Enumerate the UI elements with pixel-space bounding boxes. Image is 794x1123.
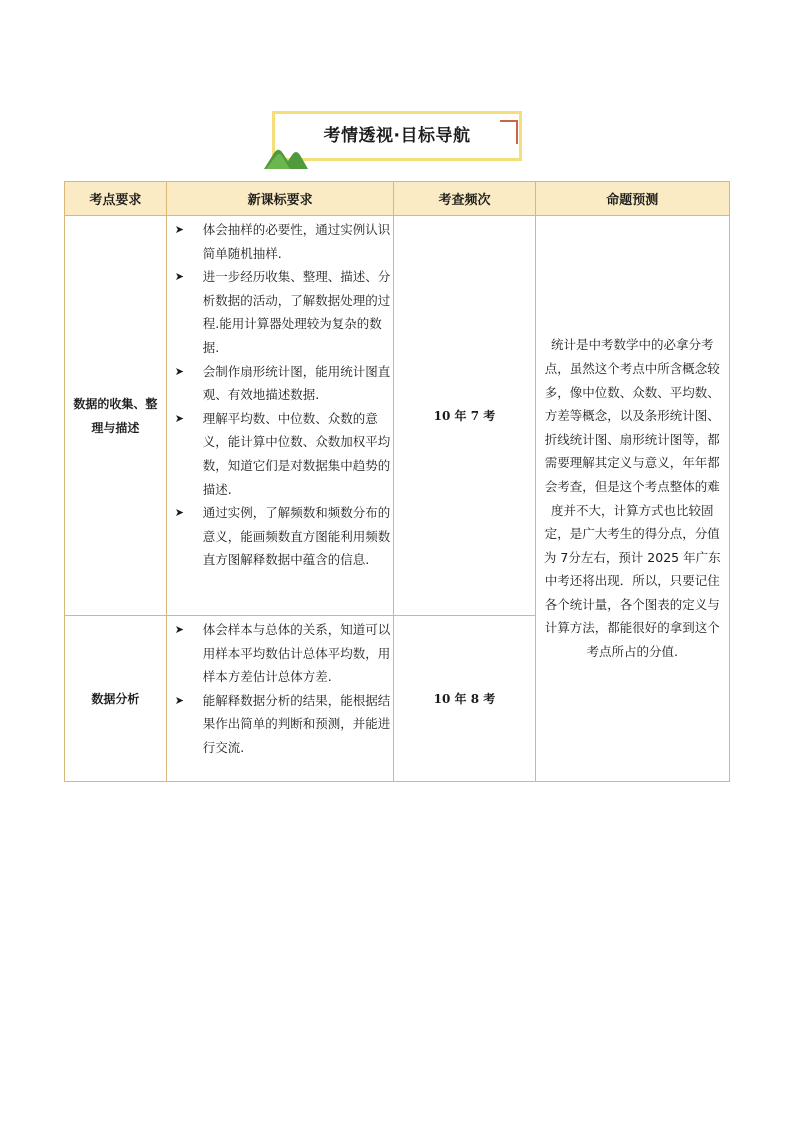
section-banner xyxy=(272,111,522,161)
list-item: ➤ 通过实例，了解频数和频数分布的意义，能画频数直方图能利用频数直方图解释数据中蕴含的信息. xyxy=(173,501,392,572)
prediction-cell: 统计是中考数学中的必拿分考点，虽然这个考点中所含概念较多，像中位数、众数、平均数、方差等概念，以及条形统计图、折线统计图、扇形统计图等，都需要理解其定义与意义，年年都会考查，但是这个考点整体的难度并不大，计算方式也比较固定，是广大考生的得分点，分值为 7分左右，预计 2025 年广东中考还将出现．所以，只要记住各个统计量，各个图表的定义与计算方法，都能很好的拿到这个考点所占的分值. xyxy=(535,216,730,782)
header-prediction: 命题预测 xyxy=(535,182,730,216)
row-frequency: 10 年 7 考 xyxy=(394,216,535,616)
arrow-bullet-icon: ➤ xyxy=(174,411,184,425)
header-requirements: 新课标要求 xyxy=(166,182,394,216)
row-requirements xyxy=(166,616,394,782)
row-requirements xyxy=(166,216,394,616)
arrow-bullet-icon: ➤ xyxy=(174,693,184,707)
row-frequency: 10 年 8 考 xyxy=(394,616,535,782)
arrow-bullet-icon: ➤ xyxy=(174,364,184,378)
table-row xyxy=(65,216,730,616)
list-item: ➤ 体会抽样的必要性，通过实例认识简单随机抽样. xyxy=(173,218,392,265)
list-item: ➤ 能解释数据分析的结果，能根据结果作出简单的判断和预测，并能进行交流. xyxy=(173,689,392,760)
header-frequency: 考查频次 xyxy=(394,182,535,216)
row-point: 数据分析 xyxy=(65,616,167,782)
header-point: 考点要求 xyxy=(65,182,167,216)
banner-title: 考情透视·目标导航 xyxy=(323,126,471,146)
arrow-bullet-icon: ➤ xyxy=(174,270,184,284)
corner-accent-icon xyxy=(500,120,518,144)
list-item: ➤ 进一步经历收集、整理、描述、分析数据的活动，了解数据处理的过程.能用计算器处理较为复杂的数据. xyxy=(173,265,392,359)
arrow-bullet-icon: ➤ xyxy=(174,223,184,236)
arrow-bullet-icon: ➤ xyxy=(174,623,184,636)
exam-analysis-table xyxy=(64,181,730,782)
table-header-row xyxy=(65,182,730,216)
list-item: ➤ 会制作扇形统计图，能用统计图直观、有效地描述数据. xyxy=(173,360,392,407)
list-item: ➤ 体会样本与总体的关系，知道可以用样本平均数估计总体平均数，用样本方差估计总体方差. xyxy=(173,618,392,689)
row-point: 数据的收集、整理与描述 xyxy=(65,216,167,616)
arrow-bullet-icon: ➤ xyxy=(174,506,184,520)
hills-icon xyxy=(264,143,308,169)
list-item: ➤ 理解平均数、中位数、众数的意义，能计算中位数、众数加权平均数，知道它们是对数据集中趋势的描述. xyxy=(173,407,392,501)
